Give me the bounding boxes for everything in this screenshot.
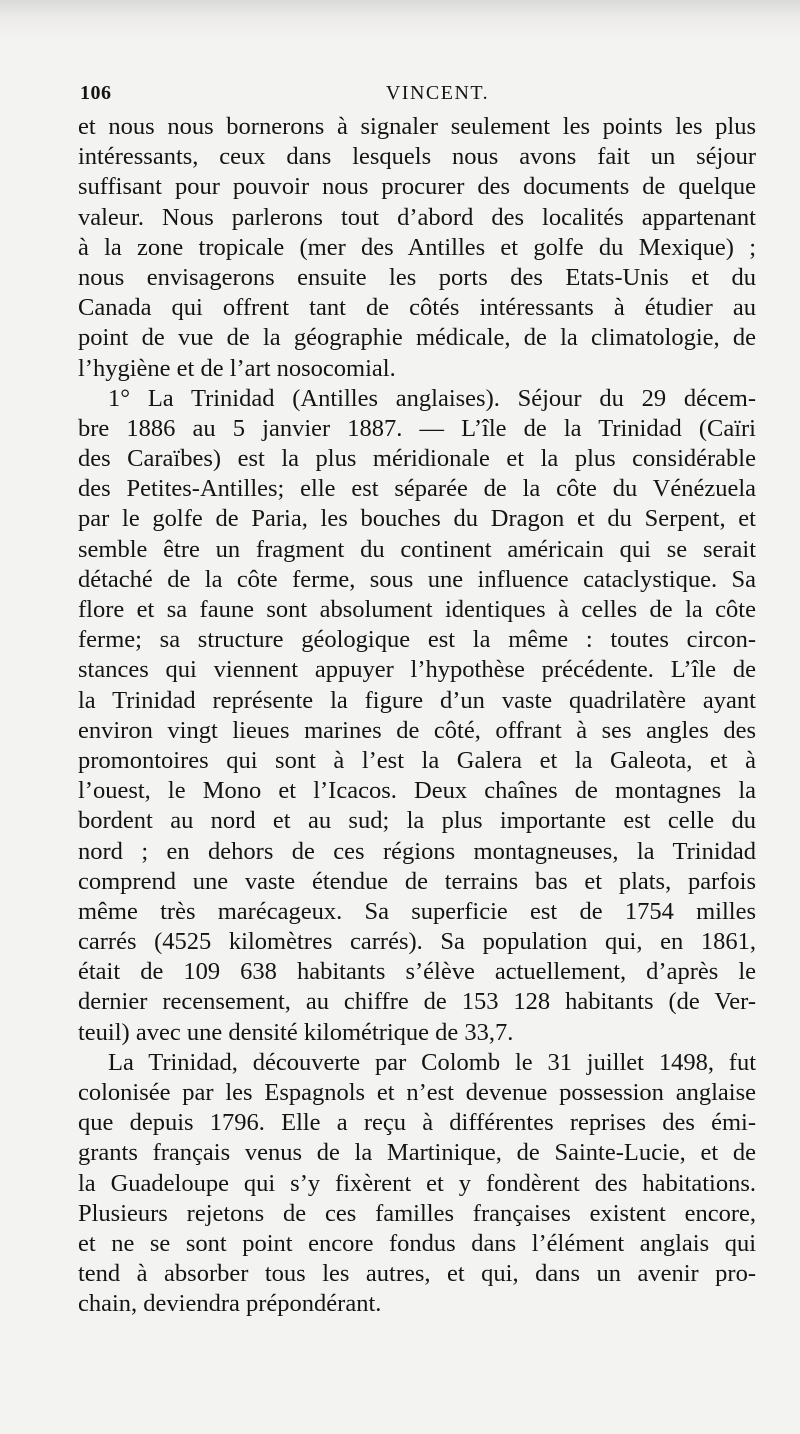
body-text [78,112,756,1320]
text-line: valeur. Nous parlerons tout d’abord des localités appartenant [78,203,756,231]
text-line: ferme; sa structure géologique est la même : toutes circon- [78,626,756,654]
text-line: point de vue de la géographie médicale, de la climatologie, de [78,324,756,352]
text-line: était de 109 638 habitants s’élève actuellement, d’après le [78,958,756,986]
text-line: des Caraïbes) est la plus méridionale et la plus considérable [78,445,756,473]
text-line: Canada qui offrent tant de côtés intéressants à étudier au [78,294,756,322]
running-head: VINCENT. [385,82,490,104]
text-line: la Guadeloupe qui s’y fixèrent et y fondèrent des habitations. [78,1169,756,1197]
text-line: la Trinidad représente la figure d’un vaste quadrilatère ayant [78,686,756,714]
text-line: environ vingt lieues marines de côté, offrant à ses angles des [78,716,756,744]
paragraph-first-line: La Trinidad, découverte par Colomb le 31 juillet 1498, fut [108,1048,756,1076]
text-line: Plusieurs rejetons de ces familles françaises existent encore, [78,1199,756,1227]
text-line: semble être un fragment du continent américain qui se serait [78,535,756,563]
text-line: dernier recensement, au chiffre de 153 128 habitants (de Ver- [78,988,756,1016]
scan-edge-shadow [0,0,800,40]
text-line: flore et sa faune sont absolument identiques à celles de la côte [78,596,756,623]
text-line: colonisée par les Espagnols et n’est devenue possession anglaise [78,1079,756,1106]
text-line: à la zone tropicale (mer des Antilles et golfe du Mexique) ; [78,233,756,261]
text-line: bordent au nord et au sud; la plus importante est celle du [78,807,756,835]
text-line: suffisant pour pouvoir nous procurer des documents de quelque [78,173,756,201]
text-line: carrés (4525 kilomètres carrés). Sa population qui, en 1861, [78,928,756,956]
text-line: nord ; en dehors de ces régions montagneuses, la Trinidad [78,837,756,865]
section-heading-line: 1° La Trinidad (Antilles anglaises). Séjour du 29 décem- [108,384,756,412]
text-line: même très marécageux. Sa superficie est de 1754 milles [78,897,756,925]
text-line: des Petites-Antilles; elle est séparée de la côte du Vénézuela [78,475,756,503]
text-line: l’ouest, le Mono et l’Icacos. Deux chaînes de montagnes la [78,777,756,805]
text-line: tend à absorber tous les autres, et qui, dans un avenir pro- [78,1260,756,1288]
page-header [80,82,755,112]
text-line: l’hygiène et de l’art nosocomial. [78,354,396,382]
text-line: promontoires qui sont à l’est la Galera et la Galeota, et à [78,746,756,774]
text-line: grants français venus de la Martinique, de Sainte-Lucie, et de [78,1139,756,1167]
text-line: comprend une vaste étendue de terrains bas et plats, parfois [78,867,756,895]
text-line: teuil) avec une densité kilométrique de 33,7. [78,1018,514,1046]
text-line: bre 1886 au 5 janvier 1887. — L’île de la Trinidad (Caïri [78,414,756,442]
text-line: et ne se sont point encore fondus dans l’élément anglais qui [78,1229,756,1257]
text-line: stances qui viennent appuyer l’hypothèse précédente. L’île de [78,656,756,684]
text-line: chain, deviendra prépondérant. [78,1290,382,1318]
text-line: nous envisagerons ensuite les ports des Etats-Unis et du [78,263,756,291]
page-number: 106 [80,82,112,104]
text-line: et nous nous bornerons à signaler seulement les points les plus [78,113,756,140]
text-line: détaché de la côte ferme, sous une influence cataclystique. Sa [78,565,756,593]
text-line: intéressants, ceux dans lesquels nous avons fait un séjour [78,143,756,171]
text-line: que depuis 1796. Elle a reçu à différentes reprises des émi- [78,1109,756,1137]
text-line: par le golfe de Paria, les bouches du Dragon et du Serpent, et [78,505,756,533]
